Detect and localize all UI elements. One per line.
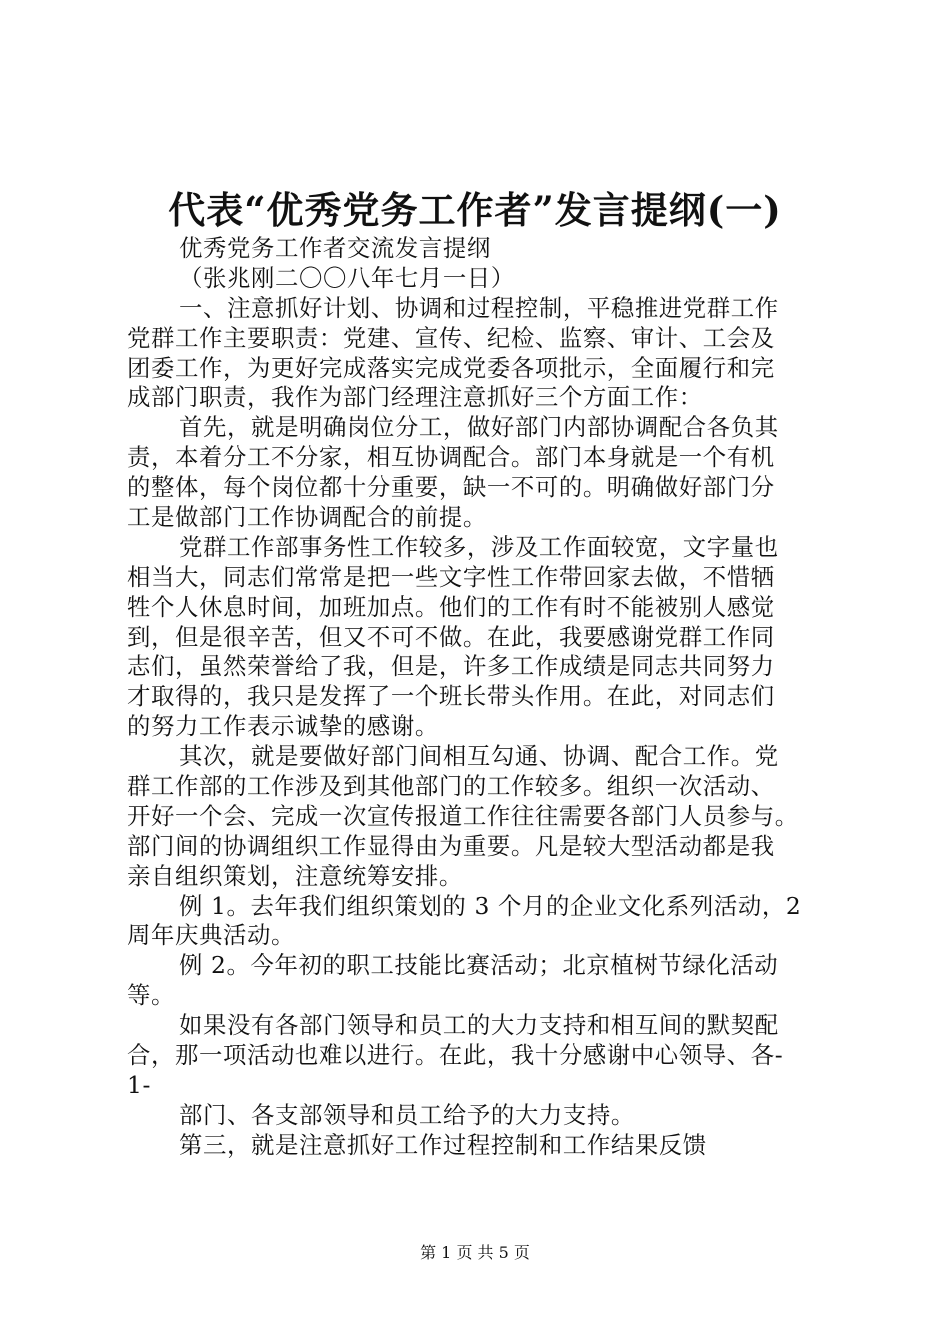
text-line: 牲个人休息时间，加班加点。他们的工作有时不能被别人感觉 bbox=[127, 592, 775, 621]
text-line: 例 1。去年我们组织策划的 3 个月的企业文化系列活动，2 bbox=[179, 891, 802, 920]
text-line: 亲自组织策划，注意统筹安排。 bbox=[127, 861, 463, 890]
text-line: 成部门职责，我作为部门经理注意抓好三个方面工作： bbox=[127, 383, 703, 412]
text-line: 到，但是很辛苦，但又不可不做。在此，我要感谢党群工作同 bbox=[127, 622, 775, 651]
document-body bbox=[127, 234, 832, 1161]
text-line: 工是做部门工作协调配合的前提。 bbox=[127, 503, 487, 532]
text-line: 党群工作主要职责：党建、宣传、纪检、监察、审计、工会及 bbox=[127, 323, 775, 352]
text-line: 部门、各支部领导和员工给予的大力支持。 bbox=[179, 1100, 635, 1129]
text-line: 周年庆典活动。 bbox=[127, 921, 295, 950]
text-line: 的努力工作表示诚挚的感谢。 bbox=[127, 712, 439, 741]
text-line: 才取得的，我只是发挥了一个班长带头作用。在此，对同志们 bbox=[127, 682, 775, 711]
text-line: 优秀党务工作者交流发言提纲 bbox=[179, 234, 491, 262]
text-line: 首先，就是明确岗位分工，做好部门内部协调配合各负其 bbox=[179, 413, 779, 442]
text-line: 责，本着分工不分家，相互协调配合。部门本身就是一个有机 bbox=[127, 443, 775, 472]
text-line: 等。 bbox=[127, 981, 175, 1010]
text-line: 相当大，同志们常常是把一些文字性工作带回家去做，不惜牺 bbox=[127, 562, 775, 591]
text-line: 开好一个会、完成一次宣传报道工作往往需要各部门人员参与。 bbox=[127, 801, 799, 830]
text-line: 的整体，每个岗位都十分重要，缺一不可的。明确做好部门分 bbox=[127, 473, 775, 502]
text-line: 一、注意抓好计划、协调和过程控制，平稳推进党群工作 bbox=[179, 293, 779, 322]
text-line: 1- bbox=[127, 1070, 151, 1099]
text-line: 群工作部的工作涉及到其他部门的工作较多。组织一次活动、 bbox=[127, 772, 775, 801]
text-line: 部门间的协调组织工作显得由为重要。凡是较大型活动都是我 bbox=[127, 831, 775, 860]
text-line: 例 2。今年初的职工技能比赛活动；北京植树节绿化活动 bbox=[179, 951, 779, 980]
text-line: 其次，就是要做好部门间相互勾通、协调、配合工作。党 bbox=[179, 742, 779, 771]
text-line: 志们，虽然荣誉给了我，但是，许多工作成绩是同志共同努力 bbox=[127, 652, 775, 681]
text-line: 如果没有各部门领导和员工的大力支持和相互间的默契配 bbox=[179, 1011, 779, 1040]
text-line: 党群工作部事务性工作较多，涉及工作面较宽，文字量也 bbox=[179, 532, 779, 561]
document-title: 代表“优秀党务工作者”发言提纲(一) bbox=[168, 188, 782, 232]
text-line: 第三，就是注意抓好工作过程控制和工作结果反馈 bbox=[179, 1130, 707, 1159]
page-footer: 第 1 页 共 5 页 bbox=[420, 1243, 530, 1262]
text-line: 团委工作，为更好完成落实完成党委各项批示，全面履行和完 bbox=[127, 353, 775, 382]
text-line: （张兆刚二〇〇八年七月一日） bbox=[179, 263, 515, 292]
text-line: 合，那一项活动也难以进行。在此，我十分感谢中心领导、各- bbox=[127, 1041, 784, 1070]
